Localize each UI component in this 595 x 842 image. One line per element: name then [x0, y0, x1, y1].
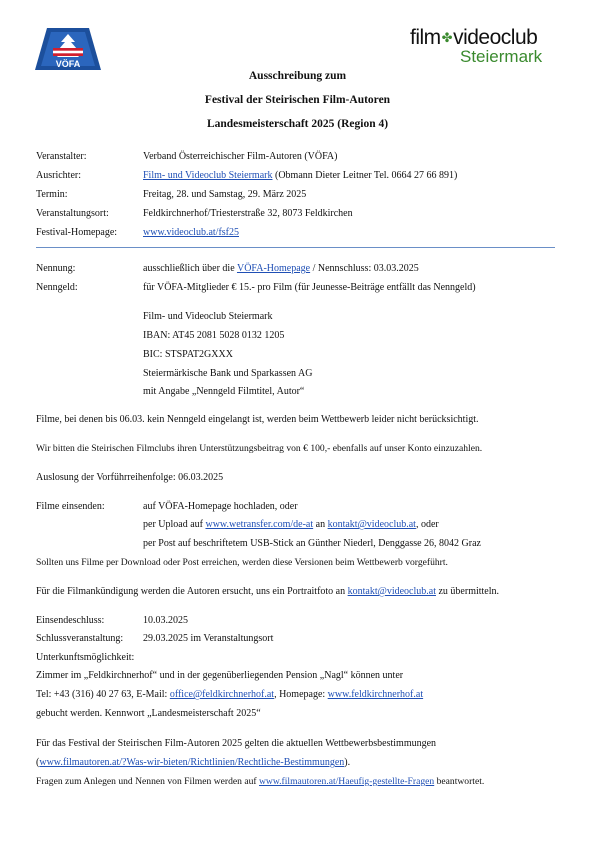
schlussveranstaltung-label: Schlussveranstaltung: — [36, 633, 124, 644]
termin-label: Termin: — [36, 189, 68, 200]
voefa-logo-text: VÖFA — [55, 59, 81, 69]
unterkunft-heading: Unterkunftsmöglichkeit: — [36, 652, 135, 663]
einsendeschluss-value: 10.03.2025 — [143, 615, 188, 626]
bank-line-4: Steiermärkische Bank und Sparkassen AG — [143, 368, 313, 379]
ausrichter-link[interactable]: Film- und Videoclub Steiermark — [143, 170, 273, 181]
title-line-1: Ausschreibung zum — [248, 70, 347, 82]
title-line-3: Landesmeisterschaft 2025 (Region 4) — [206, 118, 389, 130]
faq-link[interactable]: www.filmautoren.at/Haeufig-gestellte-Fragen — [259, 776, 435, 787]
homepage-label: Festival-Homepage: — [36, 227, 118, 238]
nennung-text-b: / Nennschluss: 03.03.2025 — [310, 263, 419, 274]
einsenden-label: Filme einsenden: — [36, 501, 105, 512]
ausrichter-value — [143, 170, 457, 181]
unterkunft-line-2 — [36, 689, 423, 700]
filmvideoclub-logo — [410, 27, 560, 69]
nennung-text-a: ausschließlich über die — [143, 263, 237, 274]
title-line-2: Festival der Steirischen Film-Autoren — [204, 94, 391, 106]
paragraph-nenngeld-deadline: Filme, bei denen bis 06.03. kein Nenngeld eingelangt ist, werden beim Wettbewerb leider nicht berücksichtigt. — [36, 414, 479, 425]
unterkunft-line-1: Zimmer im „Feldkirchnerhof“ und in der gegenüberliegenden Pension „Nagl“ können unter — [36, 670, 404, 681]
voefa-homepage-link[interactable]: VÖFA-Homepage — [236, 263, 311, 274]
einsenden-line-1: auf VÖFA-Homepage hochladen, oder — [143, 501, 298, 512]
paragraph-auslosung: Auslosung der Vorführreihenfolge: 06.03.2025 — [36, 472, 224, 483]
bestimmungen-link[interactable]: www.filmautoren.at/?Was-wir-bieten/Richtlinien/Rechtliche-Bestimmungen — [39, 757, 345, 768]
einsenden-oder-text: , oder — [415, 519, 439, 530]
termin-value: Freitag, 28. und Samstag, 29. März 2025 — [143, 189, 307, 200]
logo-steiermark: Steiermark — [460, 47, 543, 66]
footer-line-3 — [36, 776, 484, 787]
homepage-value — [143, 227, 239, 238]
ausrichter-label: Ausrichter: — [36, 170, 81, 181]
einsenden-note: Sollten uns Filme per Download oder Post erreichen, werden diese Versionen beim Wettbewerb vorgeführt. — [36, 557, 448, 568]
nennung-value — [143, 263, 419, 274]
office-email-link[interactable]: office@feldkirchnerhof.at — [169, 689, 275, 700]
foto-text-a: Für die Filmankündigung werden die Autoren ersucht, uns ein Portraitfoto an — [36, 586, 348, 597]
ort-value: Feldkirchnerhof/Triesterstraße 32, 8073 Feldkirchen — [143, 208, 353, 219]
veranstalter-value: Verband Österreichischer Film-Autoren (VÖFA) — [143, 151, 338, 162]
footer-faq-text: Fragen zum Anlegen und Nennen von Filmen werden auf — [36, 776, 259, 787]
wetransfer-link[interactable]: www.wetransfer.com/de-at — [205, 519, 314, 530]
footer-paren-open: ( — [36, 757, 40, 768]
paragraph-club-contribution: Wir bitten die Steirischen Filmclubs ihren Unterstützungsbeitrag von € 100,- ebenfalls auf unser Konto einzuzahlen. — [36, 443, 483, 454]
einsendeschluss-label: Einsendeschluss: — [36, 615, 105, 626]
unterkunft-tel-text: Tel: +43 (316) 40 27 63, E-Mail: — [36, 689, 170, 700]
clover-icon: ✤ — [441, 30, 453, 45]
ort-label: Veranstaltungsort: — [36, 208, 109, 219]
einsenden-an-text: an — [313, 519, 328, 530]
kontakt-email-link[interactable]: kontakt@videoclub.at — [327, 519, 416, 530]
logo-videoclub: videoclub — [453, 26, 538, 49]
einsenden-line-3: per Post auf beschriftetem USB-Stick an Günther Niederl, Denggasse 26, 8042 Graz — [143, 538, 481, 549]
veranstalter-label: Veranstalter: — [36, 151, 87, 162]
bank-line-2: IBAN: AT45 2081 5028 0132 1205 — [143, 330, 285, 341]
unterkunft-line-3: gebucht werden. Kennwort „Landesmeisterschaft 2025“ — [36, 708, 261, 719]
bank-line-1: Film- und Videoclub Steiermark — [143, 311, 273, 322]
feldkirchnerhof-link[interactable]: www.feldkirchnerhof.at — [327, 689, 424, 700]
bank-line-3: BIC: STSPAT2GXXX — [143, 349, 233, 360]
einsenden-upload-text: per Upload auf — [143, 519, 206, 530]
footer-paren-close: ). — [344, 757, 351, 768]
schlussveranstaltung-value: 29.03.2025 im Veranstaltungsort — [143, 633, 274, 644]
foto-text-b: zu übermitteln. — [435, 586, 500, 597]
footer-line-1: Für das Festival der Steirischen Film-Autoren 2025 gelten die aktuellen Wettbewerbsbestimmungen — [36, 738, 437, 749]
footer-faq-end: beantwortet. — [434, 776, 485, 787]
foto-email-link[interactable]: kontakt@videoclub.at — [347, 586, 436, 597]
voefa-logo — [33, 26, 103, 72]
nennung-label: Nennung: — [36, 263, 76, 274]
footer-line-2 — [36, 757, 350, 768]
divider — [36, 247, 555, 248]
nenngeld-label: Nenngeld: — [36, 282, 78, 293]
homepage-link[interactable]: www.videoclub.at/fsf25 — [143, 227, 239, 238]
foto-paragraph — [36, 586, 499, 597]
ausrichter-rest: (Obmann Dieter Leitner Tel. 0664 27 66 891) — [272, 170, 458, 181]
unterkunft-homepage-text: , Homepage: — [274, 689, 328, 700]
logo-film: film — [410, 26, 441, 49]
bank-line-5: mit Angabe „Nenngeld Filmtitel, Autor“ — [143, 386, 305, 397]
einsenden-line-2 — [143, 519, 439, 530]
nenngeld-value: für VÖFA-Mitglieder € 15.- pro Film (für Jeunesse-Beiträge entfällt das Nenngeld) — [143, 282, 476, 293]
